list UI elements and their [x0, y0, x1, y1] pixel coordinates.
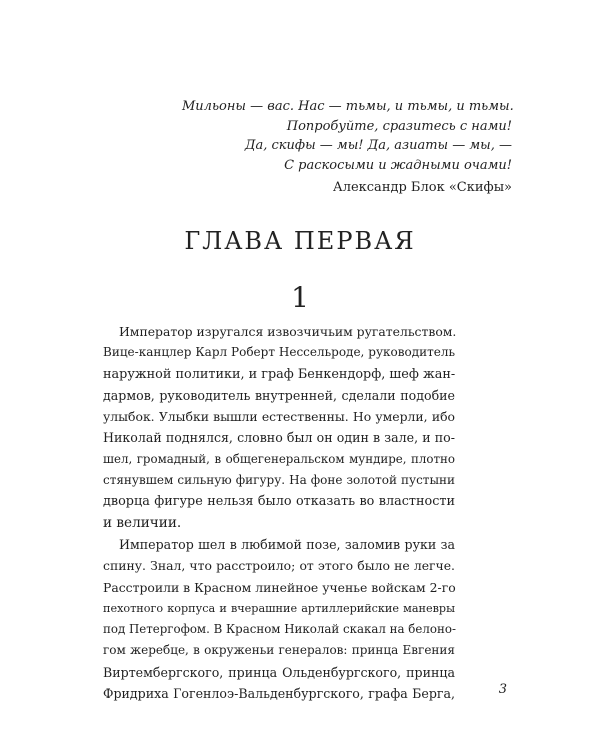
text-line: гом жеребце, в окруженьи генералов: принца Евгения	[103, 643, 455, 658]
text-line: стянувшем сильную фигуру. На фоне золотой пустыни	[103, 473, 455, 488]
epigraph-line: Попробуйте, сразитесь с нами!	[286, 118, 512, 134]
text-line: Фридриха Гогенлоэ-Вальденбургского, графа Берга,	[103, 686, 455, 702]
text-line: Расстроили в Красном линейное ученье войскам 2-го	[103, 579, 456, 595]
body-text	[103, 321, 455, 704]
text-line: Император шел в любимой позе, заломив руки за	[119, 536, 455, 552]
text-line: Виртембергского, принца Ольденбургского, принца	[103, 664, 455, 680]
page-number: 3	[498, 682, 507, 697]
text-line: Николай поднялся, словно был он один в зале, и по-	[103, 430, 455, 446]
epigraph-line: Мильоны — вас. Нас — тьмы, и тьмы, и тьмы.	[182, 99, 514, 114]
text-line: Император изругался извозчичьим ругательством.	[119, 324, 457, 339]
epigraph-line: С раскосыми и жадными очами!	[284, 157, 512, 173]
epigraph	[182, 97, 512, 197]
text-line: пехотного корпуса и вчерашние артиллерийские маневры	[103, 601, 455, 615]
text-line: дармов, руководитель внутренней, сделали подобие	[103, 387, 455, 403]
section-number: 1	[291, 281, 309, 314]
text-line: под Петергофом. В Красном Николай скакал на белоно-	[103, 622, 456, 637]
chapter-title: ГЛАВА ПЕРВАЯ	[184, 227, 416, 255]
text-line: улыбок. Улыбки вышли естественны. Но умерли, ибо	[103, 409, 455, 425]
text-line: спину. Знал, что расстроило; от этого было не легче.	[103, 558, 455, 574]
text-line: шел, громадный, в общегенеральском мундире, плотно	[103, 451, 455, 466]
text-line: Вице-канцлер Карл Роберт Нессельроде, руководитель	[103, 345, 455, 360]
epigraph-line: Да, скифы — мы! Да, азиаты — мы, —	[244, 138, 512, 153]
epigraph-attribution: Александр Блок «Скифы»	[332, 180, 512, 195]
text-line: дворца фигуре нельзя было отказать во властности	[103, 494, 455, 510]
text-line: наружной политики, и граф Бенкендорф, шеф жан-	[103, 366, 456, 382]
text-line: и величии.	[103, 514, 182, 531]
